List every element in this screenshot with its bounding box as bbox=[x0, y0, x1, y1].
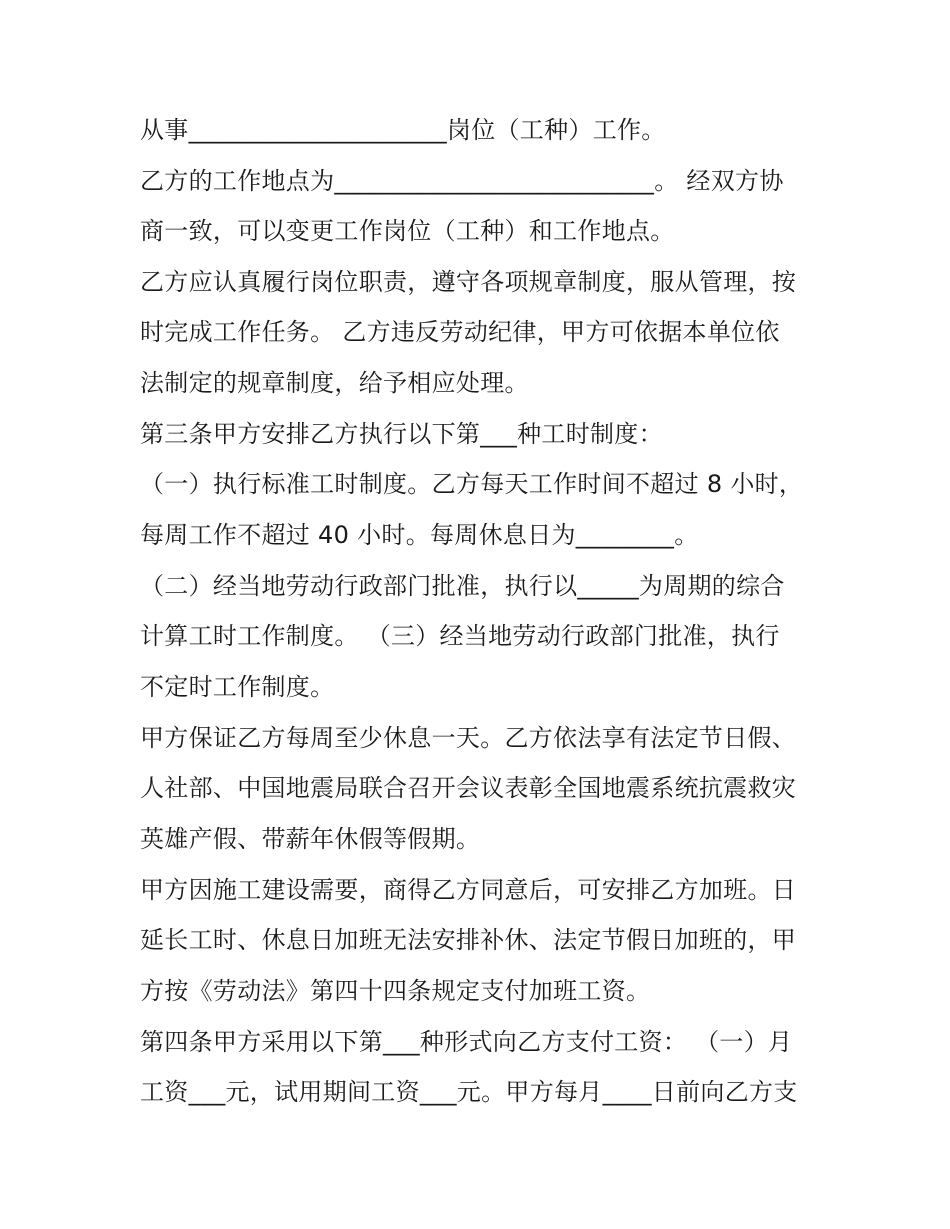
text-line: 方按《劳动法》第四十四条规定支付加班工资。 bbox=[140, 977, 651, 1005]
text-line: 商一致，可以变更工作岗位（工种）和工作地点。 bbox=[140, 217, 675, 245]
text-line: 从事_____________________岗位（工种）工作。 bbox=[140, 116, 666, 144]
text-line: 乙方的工作地点为__________________________。 经双方协 bbox=[140, 167, 784, 195]
text-line: 延长工时、休息日加班无法安排补休、法定节假日加班的，甲 bbox=[140, 926, 797, 954]
text-line: 第三条甲方安排乙方执行以下第___种工时制度： bbox=[140, 420, 663, 448]
text-line: 甲方保证乙方每周至少休息一天。乙方依法享有法定节日假、 bbox=[140, 724, 797, 752]
text-line: 甲方因施工建设需要，商得乙方同意后，可安排乙方加班。日 bbox=[140, 876, 797, 904]
text-line: 每周工作不超过 40 小时。每周休息日为________。 bbox=[140, 521, 699, 549]
text-line: 第四条甲方采用以下第___种形式向乙方支付工资： （一）月 bbox=[140, 1028, 793, 1056]
text-line: 人社部、中国地震局联合召开会议表彰全国地震系统抗震救灾 bbox=[140, 774, 797, 802]
text-line: 计算工时工作制度。 （三）经当地劳动行政部门批准，执行 bbox=[140, 622, 780, 650]
text-line: 法制定的规章制度，给予相应处理。 bbox=[140, 369, 529, 397]
text-line: 工资___元，试用期间工资___元。甲方每月____日前向乙方支 bbox=[140, 1078, 798, 1106]
text-line: 时完成工作任务。 乙方违反劳动纪律，甲方可依据本单位依 bbox=[140, 318, 780, 346]
text-line: （二）经当地劳动行政部门批准，执行以_____为周期的综合 bbox=[140, 572, 785, 600]
text-line: 不定时工作制度。 bbox=[140, 673, 335, 701]
text-line: 英雄产假、带薪年休假等假期。 bbox=[140, 825, 481, 853]
text-line: 乙方应认真履行岗位职责，遵守各项规章制度，服从管理，按 bbox=[140, 268, 797, 296]
text-line: （一）执行标准工时制度。乙方每天工作时间不超过 8 小时， bbox=[140, 470, 804, 498]
